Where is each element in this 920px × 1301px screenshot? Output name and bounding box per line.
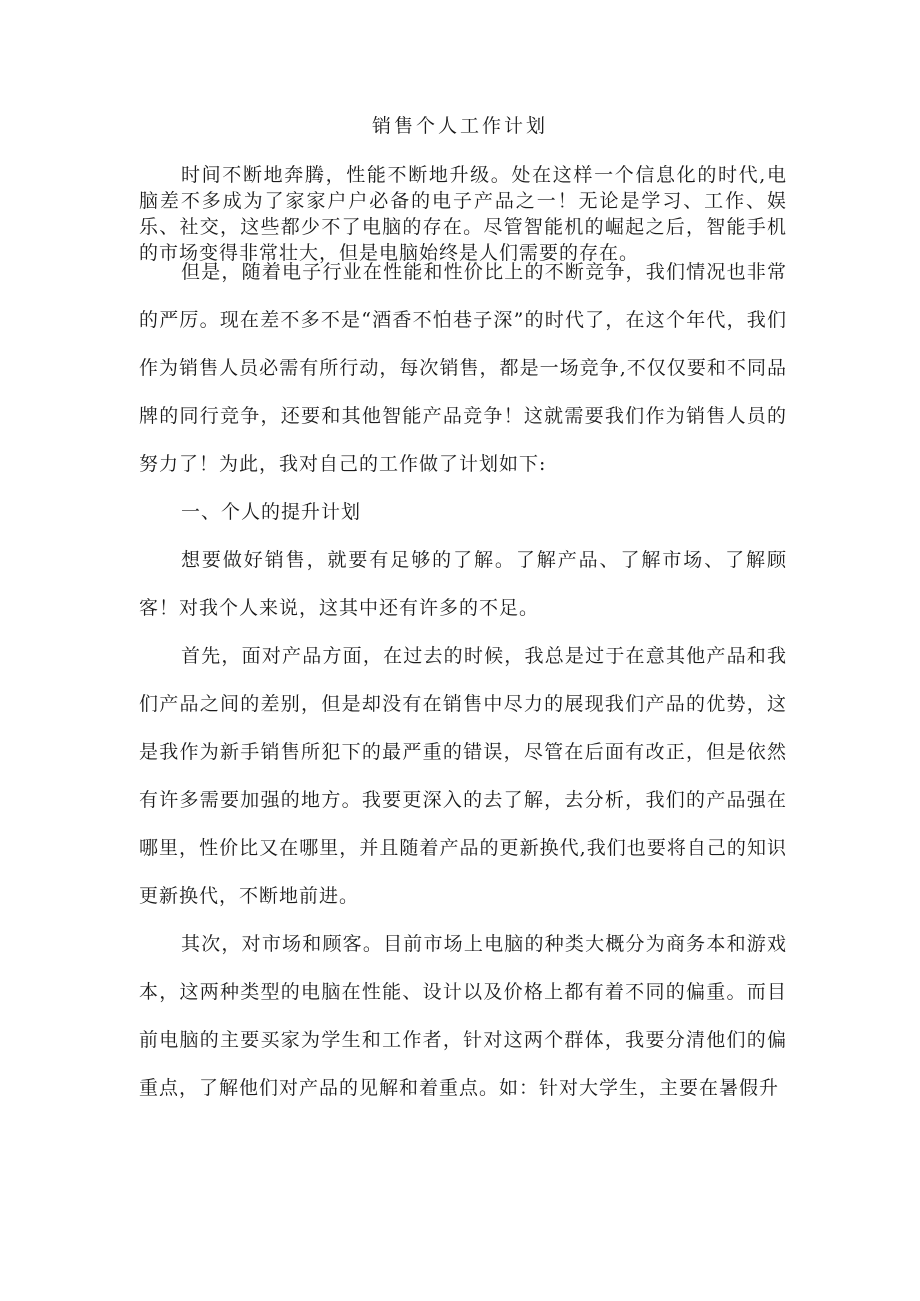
paragraph-understanding: 想要做好销售，就要有足够的了解。了解产品、了解市场、了解顾客！对我个人来说，这其中还有许多的不足。 (139, 549, 787, 619)
document-title: 销售个人工作计划 (371, 115, 548, 137)
document-body (139, 248, 787, 1112)
intro-paragraph: 时间不断地奔腾，性能不断地升级。处在这样一个信息化的时代,电脑差不多成为了家家户户必备的电子产品之一！无论是学习、工作、娱乐、社交，这些都少不了电脑的存在。尽管智能机的崛起之后，智能手机的市场变得非常壮大，但是电脑始终是人们需要的存在。 (139, 164, 787, 264)
paragraph-competition: 但是，随着电子行业在性能和性价比上的不断竞争，我们情况也非常的严厉。现在差不多不是“酒香不怕巷子深”的时代了，在这个年代，我们作为销售人员必需有所行动，每次销售，都是一场竞争,不仅仅要和不同品牌的同行竞争，还要和其他智能产品竞争！这就需要我们作为销售人员的努力了！为此，我对自己的工作做了计划如下: (139, 261, 787, 475)
section-heading-personal-plan: 一、个人的提升计划 (181, 501, 362, 523)
paragraph-product: 首先，面对产品方面，在过去的时候，我总是过于在意其他产品和我们产品之间的差别，但是却没有在销售中尽力的展现我们产品的优势，这是我作为新手销售所犯下的最严重的错误，尽管在后面有改正，但是依然有许多需要加强的地方。我要更深入的去了解，去分析，我们的产品强在哪里，性价比又在哪里，并且随着产品的更新换代,我们也要将自己的知识更新换代，不断地前进。 (139, 645, 787, 907)
paragraph-market: 其次，对市场和顾客。目前市场上电脑的种类大概分为商务本和游戏本，这两种类型的电脑在性能、设计以及价格上都有着不同的偏重。而目前电脑的主要买家为学生和工作者，针对这两个群体，我要分清他们的偏重点，了解他们对产品的见解和着重点。如：针对大学生，主要在暑假升 (139, 933, 787, 1099)
